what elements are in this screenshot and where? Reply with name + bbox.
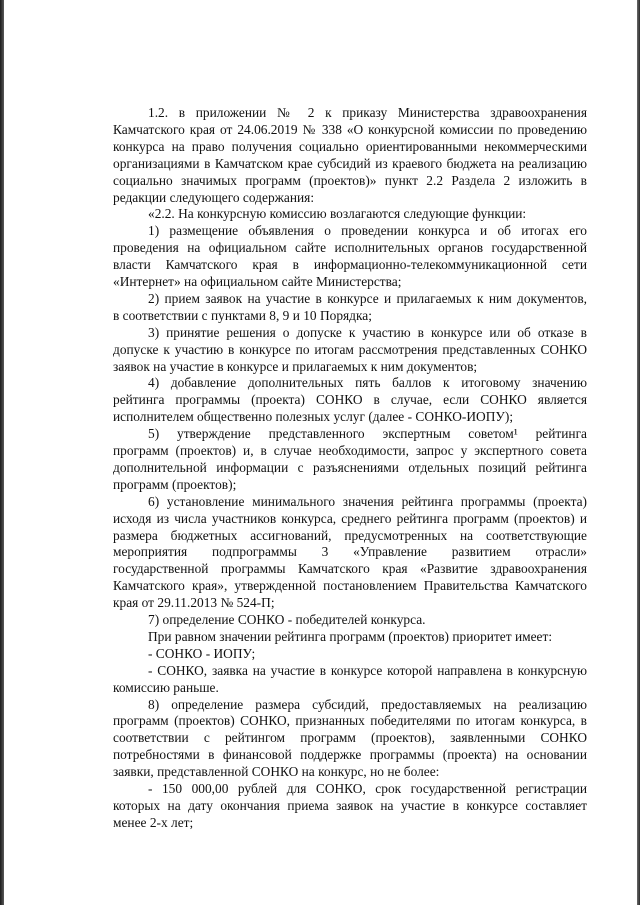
text-line: 3) принятие решения о допуске к участию в конкурсе или об отказе в (148, 325, 587, 340)
text-line: размера бюджетных ассигнований, предусмотренных на соответствующие (113, 528, 587, 543)
text-line: проведения на официальном сайте исполнительных органов государственной (113, 240, 587, 255)
text-line: Камчатского края», утвержденной постановлением Правительства Камчатского (113, 578, 587, 593)
text-line: потребностями в финансовой поддержке программы (проекта) на основании (113, 747, 587, 762)
text-line: заявки, представленной СОНКО на конкурс, но не более: (113, 764, 440, 779)
text-line: 2) прием заявок на участие в конкурсе и прилагаемых к ним документов, (148, 291, 587, 306)
text-line: 7) определение СОНКО - победителей конкурса. (148, 612, 426, 627)
text-line: допуске к участию в конкурсе по итогам рассмотрения представленных СОНКО (113, 342, 587, 357)
text-line: исполнителем общественно полезных услуг (далее - СОНКО-ИОПУ); (113, 409, 514, 424)
text-line: 5) утверждение представленного экспертным советом¹ рейтинга (148, 426, 587, 441)
text-line: «2.2. На конкурсную комиссию возлагаются следующие функции: (148, 206, 527, 221)
text-line: менее 2-х лет; (113, 815, 194, 830)
text-line: соответствии с рейтингом программ (проектов), заявленными СОНКО (113, 730, 587, 745)
text-line: комиссию раньше. (113, 680, 219, 695)
text-line: Камчатского края от 24.06.2019 № 338 «О конкурсной комиссии по проведению (113, 122, 587, 137)
text-line: 1.2. в приложении № 2 к приказу Министерства здравоохранения (148, 105, 587, 120)
text-line: которых на дату окончания приема заявок на участие в конкурсе составляет (113, 798, 587, 813)
text-line: программ (проектов) и, в случае необходимости, запрос у экспертного совета (113, 443, 587, 458)
text-line: - СОНКО, заявка на участие в конкурсе которой направлена в конкурсную (148, 663, 587, 678)
text-line: редакции следующего содержания: (113, 190, 315, 205)
text-line: 4) добавление дополнительных пять баллов к итоговому значению (148, 375, 587, 390)
text-line: - 150 000,00 рублей для СОНКО, срок государственной регистрации (148, 781, 587, 796)
text-line: 8) определение размера субсидий, предоставляемых на реализацию (148, 697, 587, 712)
text-line: 1) размещение объявления о проведении конкурса и об итогах его (148, 223, 587, 238)
text-line: программ (проектов) СОНКО, признанных победителями по итогам конкурса, в (113, 713, 587, 728)
text-line: государственной программы Камчатского края «Развитие здравоохранения (113, 561, 587, 576)
text-line: конкурса на право получения социально ориентированными некоммерческими (113, 139, 587, 154)
text-line: социально значимых программ (проектов)» пункт 2.2 Раздела 2 изложить в (113, 173, 587, 188)
text-line: «Интернет» на официальном сайте Министерства; (113, 274, 402, 289)
text-line: заявок на участие в конкурсе и прилагаемых к ним документов; (113, 359, 478, 374)
text-line: При равном значении рейтинга программ (проектов) приоритет имеет: (148, 629, 553, 644)
text-line: исходя из числа участников конкурса, среднего рейтинга программ (проектов) и (113, 511, 587, 526)
text-line: в соответствии с пунктами 8, 9 и 10 Порядка; (113, 308, 372, 323)
text-line: власти Камчатского края в информационно-телекоммуникационной сети (113, 257, 587, 272)
text-line: - СОНКО - ИОПУ; (148, 646, 256, 661)
text-line: программ (проектов); (113, 477, 237, 492)
text-line: дополнительной информации с разъяснениями отдельных позиций рейтинга (113, 460, 587, 475)
text-line: 6) установление минимального значения рейтинга программы (проекта) (148, 494, 587, 509)
text-line: организациями в Камчатском крае субсидий из краевого бюджета на реализацию (113, 156, 587, 171)
text-line: мероприятия подпрограммы 3 «Управление развитием отрасли» (113, 544, 587, 559)
text-line: рейтинга программы (проекта) СОНКО в случае, если СОНКО является (113, 392, 587, 407)
text-line: края от 29.11.2013 № 524-П; (113, 595, 275, 610)
